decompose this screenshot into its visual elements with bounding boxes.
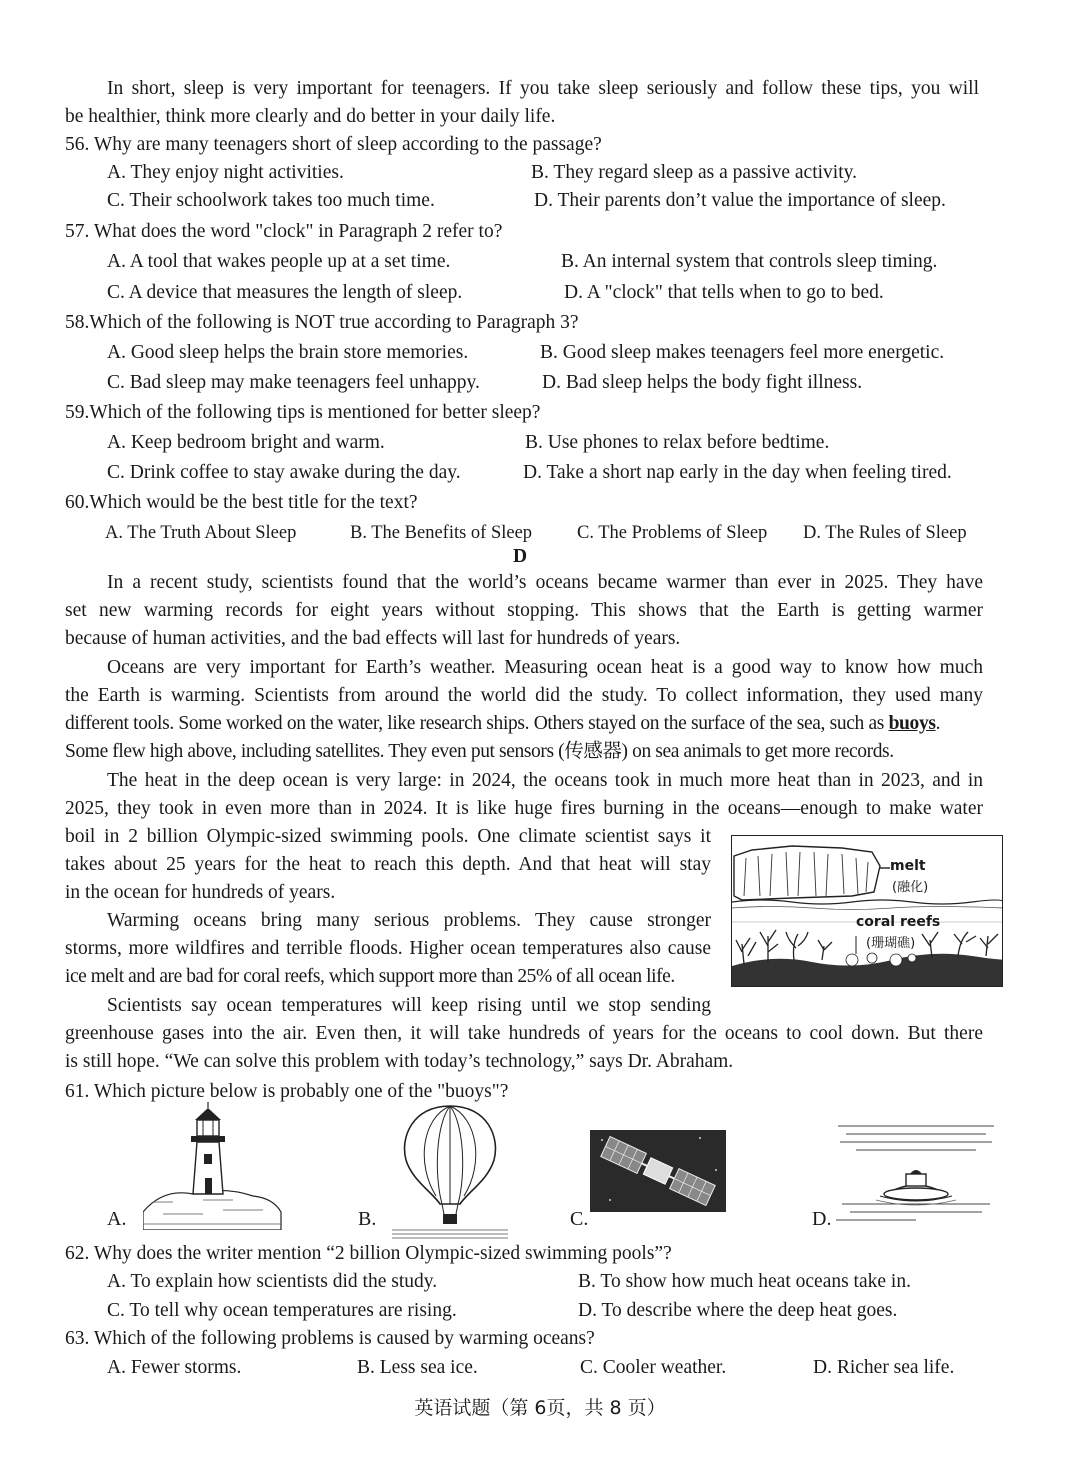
section-label: D: [512, 546, 528, 567]
d-p5-line-2: greenhouse gases into the air. Even then, it will take hundreds of years for the oceans to cool down. But there: [65, 1023, 983, 1044]
d-p3-line-3: boil in 2 billion Olympic-sized swimming pools. One climate scientist says it: [65, 826, 711, 847]
d-p3-line-1: The heat in the deep ocean is very large: in 2024, the oceans took in much more heat than in 2023, and in: [107, 770, 983, 791]
d-p3-line-4: takes about 25 years for the heat to reach this depth. And that heat will stay: [65, 854, 711, 875]
q59-option-b: B. Use phones to relax before bedtime.: [525, 432, 830, 453]
q60-option-a: A. The Truth About Sleep: [105, 523, 297, 543]
lighthouse-icon: [143, 1102, 283, 1230]
q57-option-a: A. A tool that wakes people up at a set time.: [107, 251, 451, 272]
q59-option-c: C. Drink coffee to stay awake during the day.: [107, 462, 461, 483]
intro-line-2: be healthier, think more clearly and do better in your daily life.: [65, 106, 556, 127]
q63-option-a: A. Fewer storms.: [107, 1357, 242, 1378]
question-61-stem: 61. Which picture below is probably one of the "buoys"?: [65, 1081, 509, 1102]
q56-option-d: D. Their parents don’t value the importance of sleep.: [534, 190, 946, 211]
q60-option-c: C. The Problems of Sleep: [577, 523, 768, 543]
d-p5-line-1: Scientists say ocean temperatures will keep rising until we stop sending: [107, 995, 711, 1016]
q57-option-b: B. An internal system that controls sleep timing.: [561, 251, 938, 272]
melt-label: melt: [890, 858, 926, 874]
q58-option-b: B. Good sleep makes teenagers feel more energetic.: [540, 342, 945, 363]
q57-option-d: D. A "clock" that tells when to go to bed.: [564, 282, 884, 303]
d-p1-line-2: set new warming records for eight years without stopping. This shows that the Earth is getting warmer: [65, 600, 983, 621]
q58-option-a: A. Good sleep helps the brain store memories.: [107, 342, 469, 363]
question-60-stem: 60.Which would be the best title for the text?: [65, 492, 418, 513]
d-p3-line-2: 2025, they took in even more than in 2024. It is like huge fires burning in the oceans—enough to make water: [65, 798, 983, 819]
q63-option-b: B. Less sea ice.: [357, 1357, 478, 1378]
q62-option-a: A. To explain how scientists did the study.: [107, 1271, 438, 1292]
q56-option-a: A. They enjoy night activities.: [107, 162, 344, 183]
buoys-word: buoys: [888, 713, 936, 734]
q61-label-b: B.: [358, 1208, 377, 1230]
q62-option-d: D. To describe where the deep heat goes.: [578, 1300, 898, 1321]
d-p2-line-2: the Earth is warming. Scientists from around the world did the study. To collect information, they used many: [65, 685, 983, 706]
q61-label-a: A.: [107, 1208, 127, 1230]
q57-option-c: C. A device that measures the length of sleep.: [107, 282, 463, 303]
d-p1-line-3: because of human activities, and the bad effects will last for hundreds of years.: [65, 628, 681, 649]
d-p2-line-1: Oceans are very important for Earth’s weather. Measuring ocean heat is a good way to know how much: [107, 657, 983, 678]
d-p2-line-3-text: different tools. Some worked on the water, like research ships. Others stayed on the surface of the sea, such as: [65, 713, 885, 734]
q61-label-d: D.: [812, 1208, 832, 1230]
q56-option-c: C. Their schoolwork takes too much time.: [107, 190, 435, 211]
d-p5-line-3: is still hope. “We can solve this problem with today’s technology,” says Dr. Abraham.: [65, 1051, 734, 1072]
q58-option-c: C. Bad sleep may make teenagers feel unhappy.: [107, 372, 480, 393]
question-56-stem: 56. Why are many teenagers short of sleep according to the passage?: [65, 134, 602, 155]
coral-label: coral reefs: [856, 914, 941, 930]
q56-option-b: B. They regard sleep as a passive activity.: [531, 162, 857, 183]
q62-option-b: B. To show how much heat oceans take in.: [578, 1271, 911, 1292]
satellite-icon: [590, 1130, 726, 1212]
d-p1-line-1: In a recent study, scientists found that the world’s oceans became warmer than ever in 2025. They have: [107, 572, 983, 593]
buoy-icon: [836, 1122, 996, 1226]
coral-cn-label: (珊瑚礁): [866, 936, 916, 951]
d-p3-line-5: in the ocean for hundreds of years.: [65, 882, 336, 903]
q63-option-d: D. Richer sea life.: [813, 1357, 955, 1378]
d-p2-line-4: Some flew high above, including satellites. They even put sensors (传感器) on sea animals to get more records.: [65, 741, 894, 762]
question-58-stem: 58.Which of the following is NOT true according to Paragraph 3?: [65, 312, 579, 333]
question-63-stem: 63. Which of the following problems is caused by warming oceans?: [65, 1328, 595, 1349]
intro-line-1: In short, sleep is very important for teenagers. If you take sleep seriously and follow these tips, you will: [107, 78, 979, 99]
q60-option-d: D. The Rules of Sleep: [803, 523, 967, 543]
d-p4-line-1: Warming oceans bring many serious problems. They cause stronger: [107, 910, 711, 931]
q63-option-c: C. Cooler weather.: [580, 1357, 727, 1378]
hot-air-balloon-icon: [392, 1104, 508, 1242]
q62-option-c: C. To tell why ocean temperatures are rising.: [107, 1300, 457, 1321]
q59-option-d: D. Take a short nap early in the day when feeling tired.: [523, 462, 952, 483]
q60-option-b: B. The Benefits of Sleep: [350, 523, 533, 543]
q59-option-a: A. Keep bedroom bright and warm.: [107, 432, 385, 453]
melt-cn-label: (融化): [892, 880, 929, 895]
d-p4-line-3: ice melt and are bad for coral reefs, which support more than 25% of all ocean life.: [65, 966, 675, 987]
d-p2-line-3: different tools. Some worked on the water, like research ships. Others stayed on the surface of the sea, such as buoys.: [65, 713, 941, 734]
page-footer: 英语试题（第 6页，共 8 页）: [414, 1397, 666, 1419]
d-p4-line-2: storms, more wildfires and terrible floods. Higher ocean temperatures also cause: [65, 938, 711, 959]
question-57-stem: 57. What does the word "clock" in Paragraph 2 refer to?: [65, 221, 503, 242]
ocean-illustration: [731, 835, 1003, 987]
question-59-stem: 59.Which of the following tips is mentioned for better sleep?: [65, 402, 541, 423]
q58-option-d: D. Bad sleep helps the body fight illness.: [542, 372, 863, 393]
question-62-stem: 62. Why does the writer mention “2 billion Olympic-sized swimming pools”?: [65, 1243, 672, 1264]
q61-label-c: C.: [570, 1208, 589, 1230]
iceberg-coral-icon: [732, 836, 1003, 987]
